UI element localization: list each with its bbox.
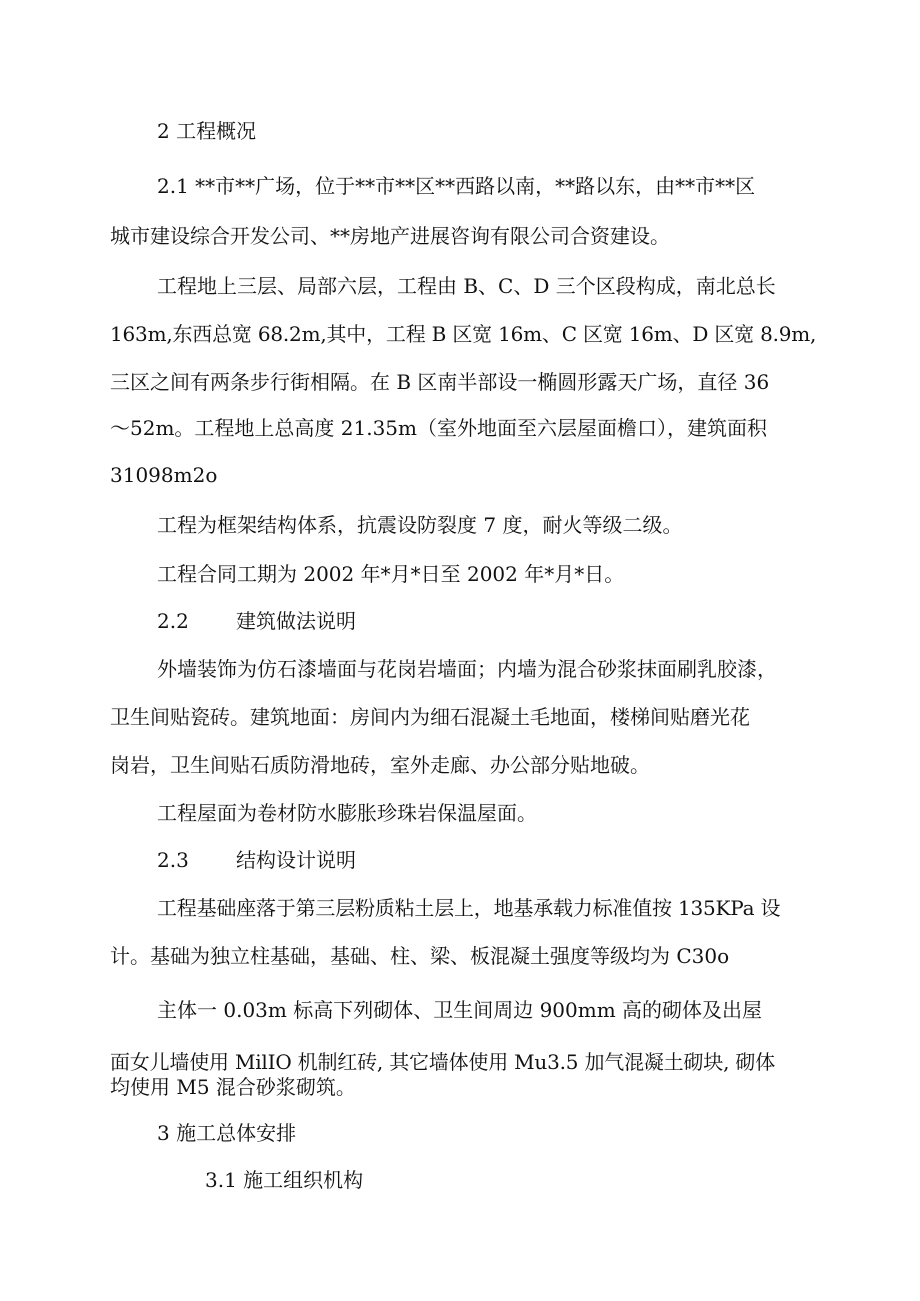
paragraph-2-1-line-1: 2.1 **市**广场，位于**市**区**西路以南，**路以东，由**市**区 <box>157 174 756 198</box>
subsection-2-3-title: 结构设计说明 <box>236 848 356 872</box>
architecture-line-2: 卫生间贴瓷砖。建筑地面：房间内为细石混凝土毛地面，楼梯间贴磨光花 <box>110 705 750 729</box>
overview-line-2: 163m,东西总宽 68.2m,其中，工程 B 区宽 16m、C 区宽 16m、D 区宽 8.9m, <box>110 322 817 346</box>
paragraph-2-1-line-2: 城市建设综合开发公司、**房地产进展咨询有限公司合资建设。 <box>110 224 670 248</box>
roof-paragraph: 工程屋面为卷材防水膨胀珍珠岩保温屋面。 <box>157 801 537 825</box>
architecture-line-1: 外墙装饰为仿石漆墙面与花岗岩墙面；内墙为混合砂浆抹面刷乳胶漆， <box>157 657 777 681</box>
subsection-2-2-title: 建筑做法说明 <box>236 609 356 633</box>
masonry-line-3: 均使用 M5 混合砂浆砌筑。 <box>110 1075 356 1099</box>
masonry-line-2: 面女儿墙使用 MilIO 机制红砖, 其它墙体使用 Mu3.5 加气混凝土砌块, 砌体 <box>110 1050 775 1074</box>
architecture-line-3: 岗岩，卫生间贴石质防滑地砖，室外走廊、办公部分贴地破。 <box>110 753 650 777</box>
section-heading-3: 3 施工总体安排 <box>157 1121 297 1145</box>
structural-line-1: 工程基础座落于第三层粉质粘土层上，地基承载力标准值按 135KPa 设 <box>157 896 781 920</box>
masonry-line-1: 主体一 0.03m 标高下列砌体、卫生间周边 900mm 高的砌体及出屋 <box>157 998 763 1022</box>
section-heading-2: 2 工程概况 <box>157 119 257 143</box>
overview-line-4: ～52m。工程地上总高度 21.35m（室外地面至六层屋面檐口），建筑面积 <box>110 416 767 440</box>
subsection-3-1-heading: 3.1 施工组织机构 <box>205 1168 364 1192</box>
overview-line-5: 31098m2o <box>110 463 218 487</box>
subsection-2-2-number: 2.2 <box>157 609 189 633</box>
structural-line-2: 计。基础为独立柱基础，基础、柱、梁、板混凝土强度等级均为 C30o <box>110 944 730 968</box>
overview-line-3: 三区之间有两条步行街相隔。在 B 区南半部设一椭圆形露天广场，直径 36 <box>110 370 770 394</box>
structure-system-paragraph: 工程为框架结构体系，抗震设防裂度 7 度，耐火等级二级。 <box>157 513 683 537</box>
subsection-2-3-number: 2.3 <box>157 848 189 872</box>
overview-line-1: 工程地上三层、局部六层，工程由 B、C、D 三个区段构成，南北总长 <box>157 274 776 298</box>
contract-period-paragraph: 工程合同工期为 2002 年*月*日至 2002 年*月*日。 <box>157 562 625 586</box>
